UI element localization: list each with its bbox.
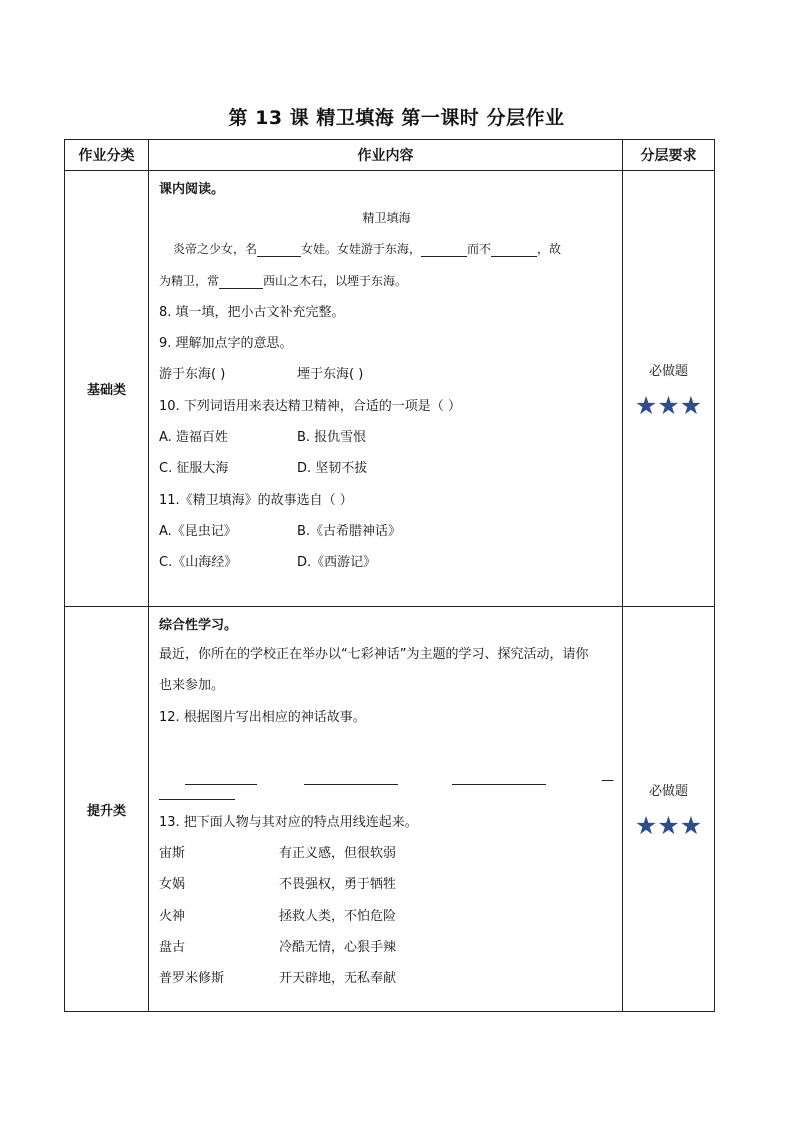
q10-option-b[interactable]: B. 报仇雪恨 [297, 430, 367, 446]
match-trait[interactable]: 不畏强权，勇于牺牲 [279, 877, 397, 893]
category-basic: 基础类 [65, 171, 149, 607]
q11-option-d[interactable]: D.《西游记》 [297, 555, 377, 571]
requirement-advanced [623, 607, 715, 1012]
match-name[interactable]: 盘古 [159, 940, 186, 956]
star-rating-icon: ★★★ [634, 811, 703, 840]
star-rating-icon: ★★★ [634, 390, 703, 420]
match-trait[interactable]: 开天辟地，无私奉献 [279, 971, 397, 987]
required-label: 必做题 [648, 363, 688, 379]
question-11: 11.《精卫填海》的故事选自（ ） [159, 492, 353, 508]
section-intro: 综合性学习。 [159, 618, 238, 633]
question-8: 8. 填一填，把小古文补充完整。 [159, 304, 345, 320]
q12-answer-lines [159, 733, 614, 795]
content-basic [149, 171, 623, 607]
section-advanced-row [65, 607, 715, 1012]
question-10: 10. 下列词语用来表达精卫精神，合适的一项是（ ） [159, 398, 461, 414]
q11-option-c[interactable]: C.《山海经》 [159, 555, 238, 571]
activity-text-2: 也来参加。 [159, 678, 225, 694]
question-13: 13. 把下面人物与其对应的特点用线连起来。 [159, 814, 418, 830]
q12-answer-line-2 [159, 795, 614, 807]
match-trait[interactable]: 拯救人类，不怕危险 [279, 908, 397, 924]
page-title: 第 13 课 精卫填海 第一课时 分层作业 [228, 107, 565, 129]
fill-blank[interactable] [421, 242, 467, 257]
match-name[interactable]: 女娲 [159, 877, 186, 893]
passage-line-1 [159, 234, 614, 265]
passage-text: 女娃。女娃游于东海， [301, 242, 422, 257]
passage-text: ，故 [537, 242, 562, 257]
match-name[interactable]: 火神 [159, 908, 186, 924]
q11-option-b[interactable]: B.《古希腊神话》 [297, 523, 402, 539]
homework-table [64, 139, 715, 1012]
answer-line[interactable] [452, 784, 546, 785]
requirement-basic [623, 171, 715, 607]
passage-text: 而不 [467, 242, 492, 257]
header-content: 作业内容 [149, 140, 623, 171]
header-category: 作业分类 [65, 140, 149, 171]
match-trait[interactable]: 有正义感，但很软弱 [279, 846, 397, 862]
q10-options-row-1 [159, 422, 614, 453]
fill-blank[interactable] [219, 274, 263, 289]
answer-line[interactable] [185, 784, 257, 785]
q9-item-a: 游于东海( ) [159, 367, 226, 383]
header-requirement: 分层要求 [623, 140, 715, 171]
activity-text-1: 最近，你所在的学校正在举办以“七彩神话”为主题的学习、探究活动，请你 [159, 647, 589, 662]
question-9-items [159, 359, 614, 390]
match-pair [159, 963, 614, 994]
passage-text: 炎帝之少女，名 [173, 242, 258, 257]
dash-mark: — [601, 772, 614, 788]
fill-blank[interactable] [257, 242, 301, 257]
passage-text: 为精卫，常 [159, 273, 220, 288]
match-pair [159, 901, 614, 932]
section-basic-row [65, 171, 715, 607]
content-advanced [149, 607, 623, 1012]
q11-options-row-2 [159, 547, 614, 578]
question-12: 12. 根据图片写出相应的神话故事。 [159, 709, 366, 725]
q9-item-b: 堙于东海( ) [297, 367, 364, 383]
question-9: 9. 理解加点字的意思。 [159, 336, 293, 352]
match-pair [159, 932, 614, 963]
passage-text: 西山之木石，以堙于东海。 [263, 273, 408, 288]
passage-line-2 [159, 266, 614, 297]
required-label: 必做题 [648, 784, 688, 799]
q10-options-row-2 [159, 453, 614, 484]
match-trait[interactable]: 冷酷无情，心狠手辣 [279, 940, 397, 956]
match-pair [159, 869, 614, 900]
match-name[interactable]: 普罗米修斯 [159, 971, 225, 987]
q10-option-d[interactable]: D. 坚韧不拔 [297, 461, 368, 477]
category-advanced: 提升类 [65, 607, 149, 1012]
q11-options-row-1 [159, 516, 614, 547]
q10-option-a[interactable]: A. 造福百姓 [159, 430, 228, 446]
q11-option-a[interactable]: A.《昆虫记》 [159, 523, 237, 539]
section-intro: 课内阅读。 [159, 182, 225, 197]
answer-line[interactable] [159, 799, 235, 800]
q10-option-c[interactable]: C. 征服大海 [159, 461, 229, 477]
match-name[interactable]: 宙斯 [159, 846, 186, 862]
passage-title: 精卫填海 [362, 211, 411, 225]
answer-line[interactable] [304, 784, 398, 785]
fill-blank[interactable] [491, 242, 537, 257]
match-pair [159, 838, 614, 869]
header-row [65, 140, 715, 171]
